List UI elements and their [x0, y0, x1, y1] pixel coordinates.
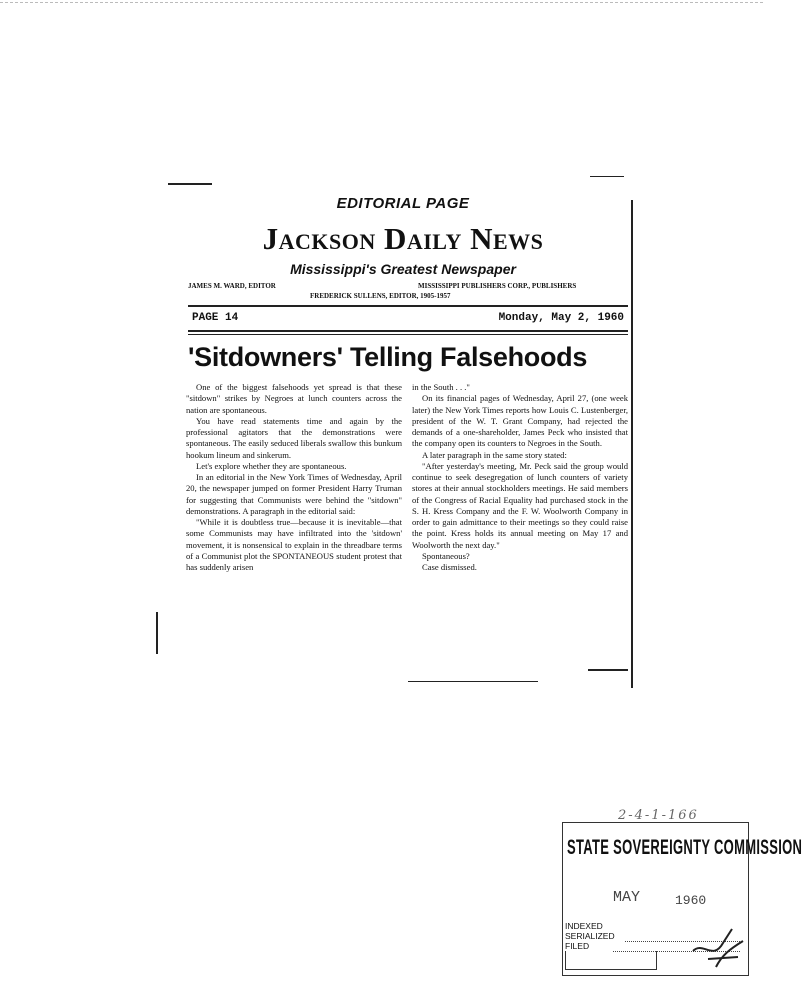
- masthead-rule-bottom-thin: [188, 334, 628, 335]
- publisher-credit: MISSISSIPPI PUBLISHERS CORP., PUBLISHERS: [418, 282, 577, 290]
- article-paragraph: You have read statements time and again by the professional agitators that the demonstrations were spontaneous. The easily seduced liberals swallow this bunkum hookum lineum and sinkerum.: [186, 415, 402, 460]
- stamp-month: MAY: [613, 889, 641, 906]
- page-number: PAGE 14: [192, 312, 239, 324]
- article-paragraph: One of the biggest falsehoods yet spread is that these "sitdown" strikes by Negroes at lunch counters across the nation are spontaneous.: [186, 382, 402, 415]
- scan-top-dotted-line: [0, 2, 763, 3]
- founder-credit: FREDERICK SULLENS, EDITOR, 1905-1957: [310, 292, 451, 300]
- initials-signature: [688, 921, 748, 971]
- article-paragraph: in the South . . .": [412, 382, 470, 392]
- section-label: EDITORIAL PAGE: [336, 195, 470, 212]
- article-paragraph: In an editorial in the New York Times of Wednesday, April 20, the newspaper jumped on former President Harry Truman for suggesting that Communists were behind the "sitdown" demonstrations. A paragraph in the editorial said:: [186, 472, 402, 516]
- masthead-rule-top: [188, 305, 628, 307]
- stamp-indexed: INDEXED: [565, 921, 603, 931]
- commission-stamp: [562, 822, 802, 976]
- stamp-box: [565, 951, 657, 970]
- masthead: Jackson Daily News: [262, 221, 544, 256]
- scan-mark-margin: [156, 612, 158, 654]
- stamp-status-lines: [565, 921, 615, 951]
- end-mark: [588, 669, 628, 671]
- headline: 'Sitdowners' Telling Falsehoods: [188, 342, 588, 372]
- article-paragraph: Spontaneous?: [422, 550, 470, 561]
- editor-credit: JAMES M. WARD, EDITOR: [188, 282, 276, 290]
- article-paragraph: Case dismissed.: [422, 562, 477, 572]
- stamp-year: 1960: [675, 893, 707, 908]
- article-paragraph: On its financial pages of Wednesday, April 27, (one week later) the New York Times reports how Louis C. Lustenberger, president of the W. T. Grant Company, had rejected the demands of a one-shareholder, James Peck who insisted that the company open its counters to Negroes in the South.: [412, 393, 628, 449]
- stamp-title: STATE SOVEREIGNTY COMMISSION: [567, 835, 802, 859]
- article-column-left: [186, 382, 402, 573]
- newspaper-clipping: [168, 185, 638, 685]
- article-column-right: [412, 382, 628, 573]
- handwritten-file-number: 2-4-1-166: [618, 808, 699, 823]
- masthead-rule-bottom: [188, 330, 628, 332]
- scan-mark-right: [590, 176, 624, 177]
- end-rule: [408, 681, 538, 682]
- article-paragraph: A later paragraph in the same story stated:: [422, 449, 567, 460]
- article-paragraph: Let's explore whether they are spontaneous.: [196, 460, 347, 471]
- stamp-filed: FILED: [565, 941, 590, 951]
- publication-date: Monday, May 2, 1960: [498, 312, 624, 324]
- article-paragraph: "After yesterday's meeting, Mr. Peck said the group would continue to seek desegregation of lunch counters of variety stores at their annual stockholders meetings. He said members of the Congress of Racial Equality had purchased stock in the S. H. Kress Company and the F. W. Woolworth Company in order to gain admittance to their meetings so they could raise the point. Kress holds its annual meeting on May 17 and Woolworth the next day.": [412, 460, 628, 550]
- tagline: Mississippi's Greatest Newspaper: [290, 261, 516, 277]
- article-paragraph: "While it is doubtless true—because it is inevitable—that some Communists may have infiltrated into the 'sitdown' movement, it is nonsensical to explain in the threadbare terms of a Communist plot the SPONTANEOUS student protest that has suddenly arisen: [186, 517, 402, 572]
- stamp-serialized: SERIALIZED: [565, 931, 615, 941]
